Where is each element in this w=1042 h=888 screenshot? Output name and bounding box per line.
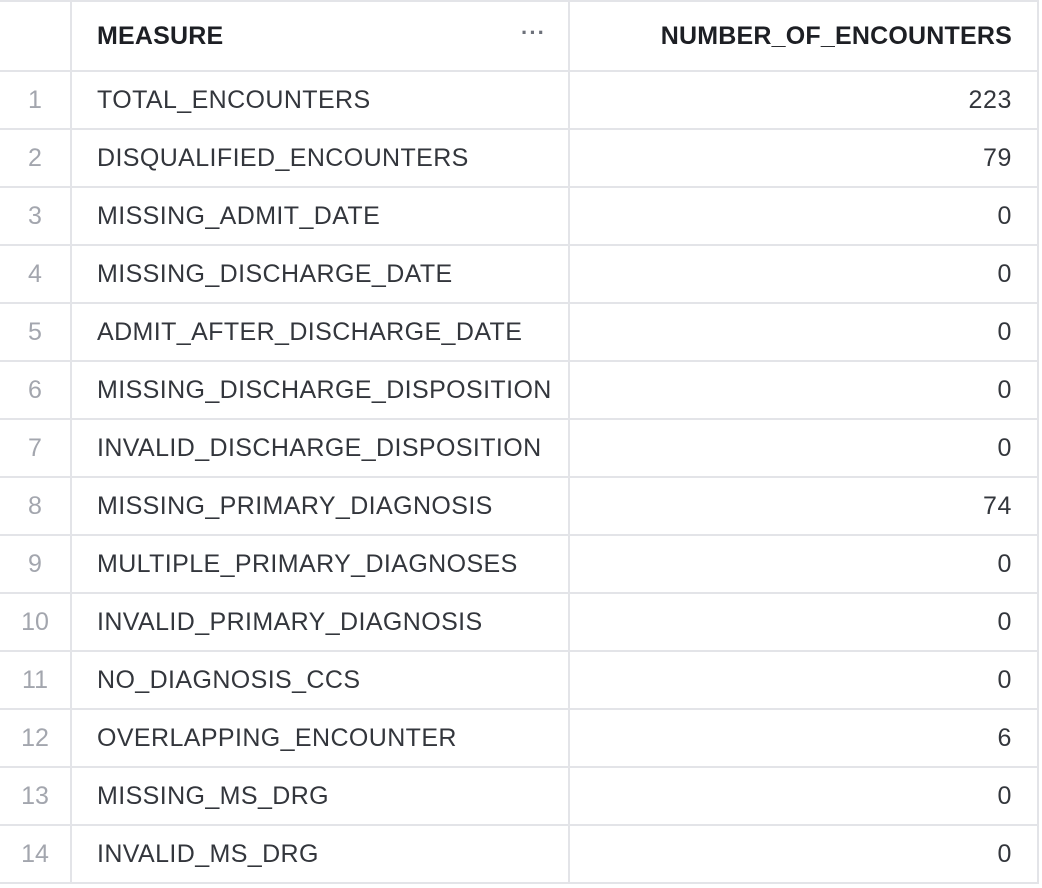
table-row[interactable]: [0, 477, 1038, 535]
number-cell[interactable]: 6: [569, 709, 1038, 767]
row-index: 8: [0, 477, 71, 535]
column-menu-icon[interactable]: ···: [521, 19, 546, 45]
row-index: 14: [0, 825, 71, 883]
number-cell[interactable]: 0: [569, 245, 1038, 303]
column-header-number-of-encounters[interactable]: NUMBER_OF_ENCOUNTERS: [569, 1, 1038, 71]
row-index: 6: [0, 361, 71, 419]
number-cell[interactable]: 0: [569, 593, 1038, 651]
measure-cell[interactable]: MISSING_PRIMARY_DIAGNOSIS: [71, 477, 569, 535]
measure-cell[interactable]: MULTIPLE_PRIMARY_DIAGNOSES: [71, 535, 569, 593]
measure-cell[interactable]: INVALID_PRIMARY_DIAGNOSIS: [71, 593, 569, 651]
measure-cell[interactable]: MISSING_ADMIT_DATE: [71, 187, 569, 245]
number-cell[interactable]: 0: [569, 187, 1038, 245]
row-index: 10: [0, 593, 71, 651]
number-cell[interactable]: 0: [569, 767, 1038, 825]
row-index: 9: [0, 535, 71, 593]
measure-cell[interactable]: ADMIT_AFTER_DISCHARGE_DATE: [71, 303, 569, 361]
number-cell[interactable]: 223: [569, 71, 1038, 129]
table-row[interactable]: [0, 71, 1038, 129]
table-row[interactable]: [0, 187, 1038, 245]
table-row[interactable]: [0, 825, 1038, 883]
table-row[interactable]: [0, 535, 1038, 593]
column-header-measure[interactable]: [71, 1, 569, 71]
table-row[interactable]: [0, 419, 1038, 477]
row-index: 2: [0, 129, 71, 187]
measure-cell[interactable]: OVERLAPPING_ENCOUNTER: [71, 709, 569, 767]
number-cell[interactable]: 0: [569, 303, 1038, 361]
row-index: 1: [0, 71, 71, 129]
number-cell[interactable]: 0: [569, 825, 1038, 883]
table-row[interactable]: [0, 593, 1038, 651]
table-row[interactable]: [0, 245, 1038, 303]
measure-cell[interactable]: TOTAL_ENCOUNTERS: [71, 71, 569, 129]
table-row[interactable]: [0, 303, 1038, 361]
number-cell[interactable]: 0: [569, 651, 1038, 709]
measure-cell[interactable]: NO_DIAGNOSIS_CCS: [71, 651, 569, 709]
number-cell[interactable]: 79: [569, 129, 1038, 187]
number-cell[interactable]: 0: [569, 361, 1038, 419]
number-cell[interactable]: 0: [569, 419, 1038, 477]
header-row: [0, 1, 1038, 71]
measure-cell[interactable]: DISQUALIFIED_ENCOUNTERS: [71, 129, 569, 187]
table-row[interactable]: [0, 709, 1038, 767]
table-row[interactable]: [0, 361, 1038, 419]
measure-cell[interactable]: MISSING_DISCHARGE_DISPOSITION: [71, 361, 569, 419]
row-index: 11: [0, 651, 71, 709]
number-cell[interactable]: 74: [569, 477, 1038, 535]
number-cell[interactable]: 0: [569, 535, 1038, 593]
row-index: 12: [0, 709, 71, 767]
table-row[interactable]: [0, 767, 1038, 825]
measure-cell[interactable]: MISSING_MS_DRG: [71, 767, 569, 825]
measure-cell[interactable]: MISSING_DISCHARGE_DATE: [71, 245, 569, 303]
table-row[interactable]: [0, 129, 1038, 187]
row-index-header: [0, 1, 71, 71]
measure-cell[interactable]: INVALID_DISCHARGE_DISPOSITION: [71, 419, 569, 477]
measure-cell[interactable]: INVALID_MS_DRG: [71, 825, 569, 883]
row-index: 4: [0, 245, 71, 303]
row-index: 5: [0, 303, 71, 361]
column-header-measure-label: MEASURE: [97, 21, 224, 50]
row-index: 3: [0, 187, 71, 245]
row-index: 13: [0, 767, 71, 825]
row-index: 7: [0, 419, 71, 477]
table-row[interactable]: [0, 651, 1038, 709]
